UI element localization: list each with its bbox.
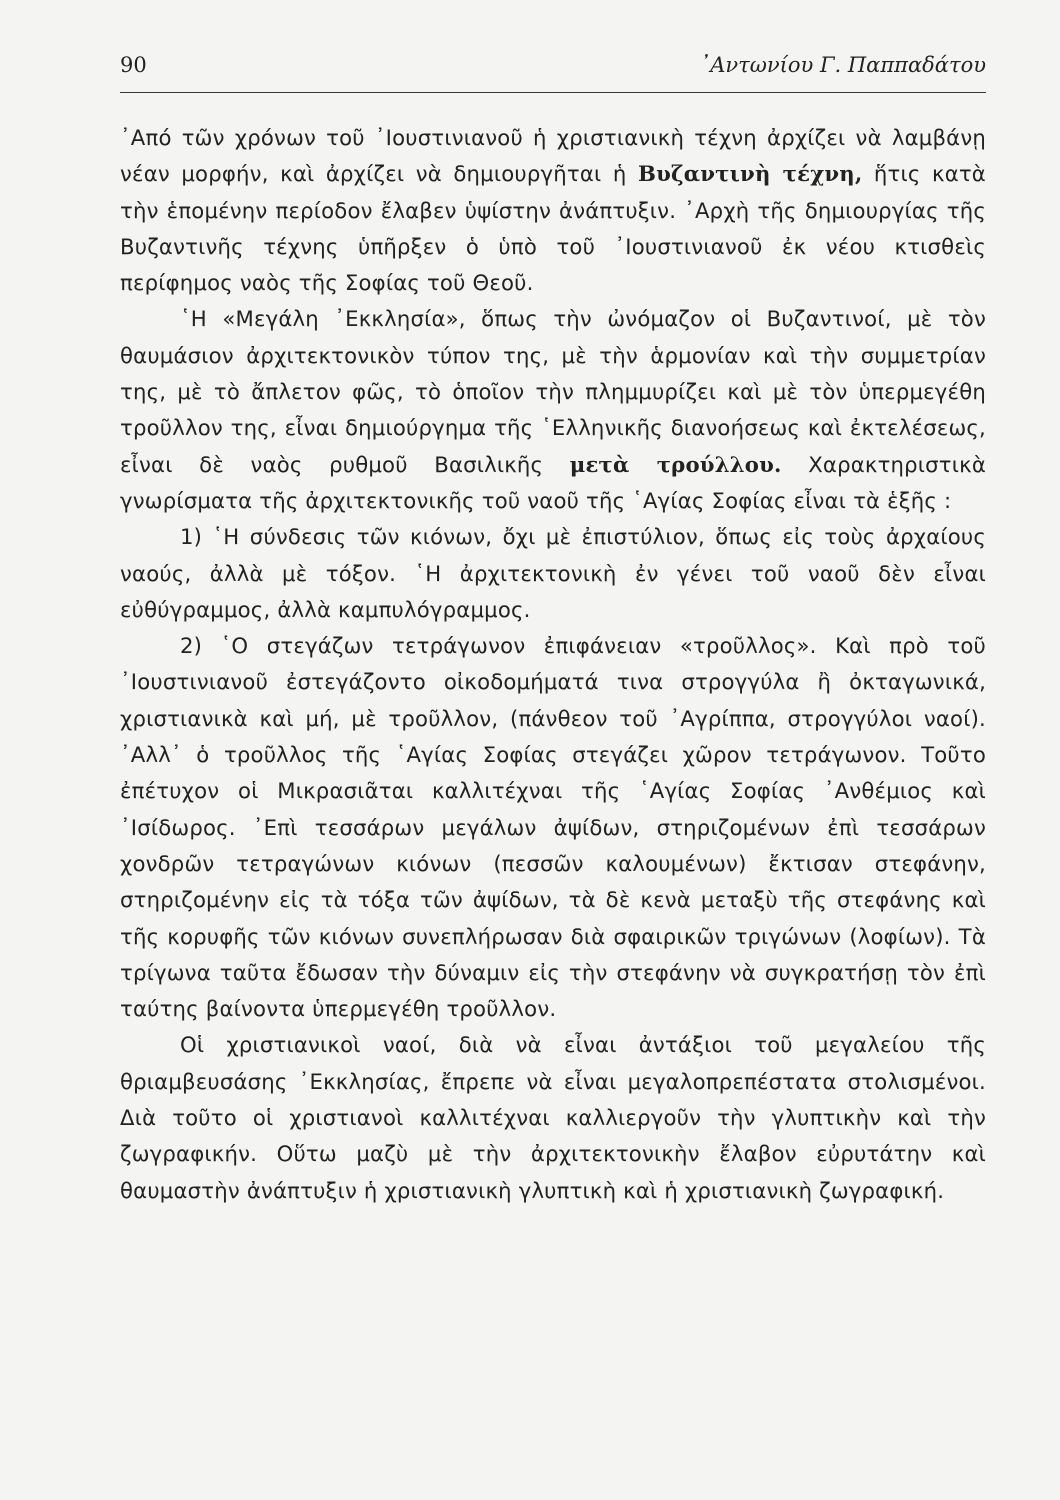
paragraph-great-church-text-2: Χαρακτηριστικὰ γνωρίσματα τῆς ἀρχιτεκτονικῆς τοῦ ναοῦ τῆς ῾Αγίας Σοφίας εἶναι τὰ ἑξῆς :: [120, 451, 986, 513]
list-item-dome: 2) ῾Ο στεγάζων τετράγωνον ἐπιφάνειαν «τροῦλλος». Καὶ πρὸ τοῦ ᾿Ιουστινιανοῦ ἐστεγάζοντο οἰκοδομήματά τινα στρογγύλα ἢ ὀκταγωνικά, χριστιανικὰ καὶ μή, μὲ τροῦλλον, (πάνθεον τοῦ ᾿Αγρίππα, στρογγύλοι ναοί). ᾿Αλλ᾿ ὁ τροῦλλος τῆς ῾Αγίας Σοφίας στεγάζει χῶρον τετράγωνον. Τοῦτο ἐπέτυχον οἱ Μικρασιᾶται καλλιτέχναι τῆς ῾Αγίας Σοφίας ᾿Ανθέμιος καὶ ᾿Ισίδωρος. ᾿Επὶ τεσσάρων μεγάλων ἀψίδων, στηριζομένων ἐπὶ τεσσάρων χονδρῶν τετραγώνων κιόνων (πεσσῶν καλουμένων) ἔκτισαν στεφάνην, στηριζομένην εἰς τὰ τόξα τῶν ἀψίδων, τὰ δὲ κενὰ μεταξὺ τῆς στεφάνης καὶ τῆς κορυφῆς τῶν κιόνων συνεπλήρωσαν διὰ σφαιρικῶν τριγώνων (λοφίων). Τὰ τρίγωνα ταῦτα ἔδωσαν τὴν δύναμιν εἰς τὴν στεφάνην νὰ συγκρατήσῃ τὸν ἐπὶ ταύτης βαίνοντα ὑπερμεγέθη τροῦλλον.: [120, 633, 986, 1022]
paragraph-intro-text-2: ἥτις κατὰ τὴν ἑπομένην περίοδον ἔλαβεν ὑψίστην ἀνάπτυξιν. ᾿Αρχὴ τῆς δημιουργίας τῆς Βυζαντινῆς τέχνης ὑπῆρξεν ὁ ὑπὸ τοῦ ᾿Ιουστινιανοῦ ἐκ νέου κτισθεὶς περίφημος ναὸς τῆς Σοφίας τοῦ Θεοῦ.: [120, 161, 986, 296]
paragraph-intro: [120, 120, 986, 301]
paragraph-decoration: Οἱ χριστιανικοὶ ναοί, διὰ νὰ εἶναι ἀντάξιοι τοῦ μεγαλείου τῆς θριαμβευσάσης ᾿Εκκλησίας, ἔπρεπε νὰ εἶναι μεγαλοπρεπέστατα στολισμένοι. Διὰ τοῦτο οἱ χριστιανοὶ καλλιτέχναι καλλιεργοῦν τὴν γλυπτικὴν καὶ τὴν ζωγραφικήν. Οὕτω μαζὺ μὲ τὴν ἀρχιτεκτονικὴν ἔλαβον εὐρυτάτην καὶ θαυμαστὴν ἀνάπτυξιν ἡ χριστιανικὴ γλυπτικὴ καὶ ἡ χριστιανικὴ ζωγραφική.: [120, 1032, 986, 1203]
body-text: [120, 120, 986, 1209]
paragraph-intro-text-1: ᾿Από τῶν χρόνων τοῦ ᾿Ιουστινιανοῦ ἡ χριστιανικὴ τέχνη ἀρχίζει νὰ λαμβάνῃ νέαν μορφήν, καὶ ἀρχίζει νὰ δημιουργῆται ἡ: [120, 125, 986, 187]
paragraph-great-church: [120, 301, 986, 519]
domed-basilica-emphasis: μετὰ τρούλλου.: [569, 451, 782, 477]
list-item-columns: 1) ῾Η σύνδεσις τῶν κιόνων, ὄχι μὲ ἐπιστύλιον, ὅπως εἰς τοὺς ἀρχαίους ναούς, ἀλλὰ μὲ τόξον. ῾Η ἀρχιτεκτονικὴ ἐν γένει τοῦ ναοῦ δὲν εἶναι εὐθύγραμμος, ἀλλὰ καμπυλόγραμμος.: [120, 524, 986, 622]
header-rule: [120, 92, 986, 93]
running-head: [120, 50, 986, 80]
byzantine-art-emphasis: Βυζαντινὴ τέχνη,: [637, 161, 863, 187]
paragraph-great-church-text-1: ῾Η «Μεγάλη ᾿Εκκλησία», ὅπως τὴν ὠνόμαζον οἱ Βυζαντινοί, μὲ τὸν θαυμάσιον ἀρχιτεκτονικὸν τύπον της, μὲ τὴν ἁρμονίαν καὶ τὴν συμμετρίαν της, μὲ τὸ ἄπλετον φῶς, τὸ ὁποῖον τὴν πλημμυρίζει καὶ μὲ τὸν ὑπερμεγέθη τροῦλλον της, εἶναι δημιούργημα τῆς ῾Ελληνικῆς διανοήσεως καὶ ἐκτελέσεως, εἶναι δὲ ναὸς ρυθμοῦ Βασιλικῆς: [120, 306, 986, 477]
page-number: 90: [120, 53, 147, 77]
header-author: ᾿Αντωνίου Γ. Παππαδάτου: [699, 53, 986, 77]
